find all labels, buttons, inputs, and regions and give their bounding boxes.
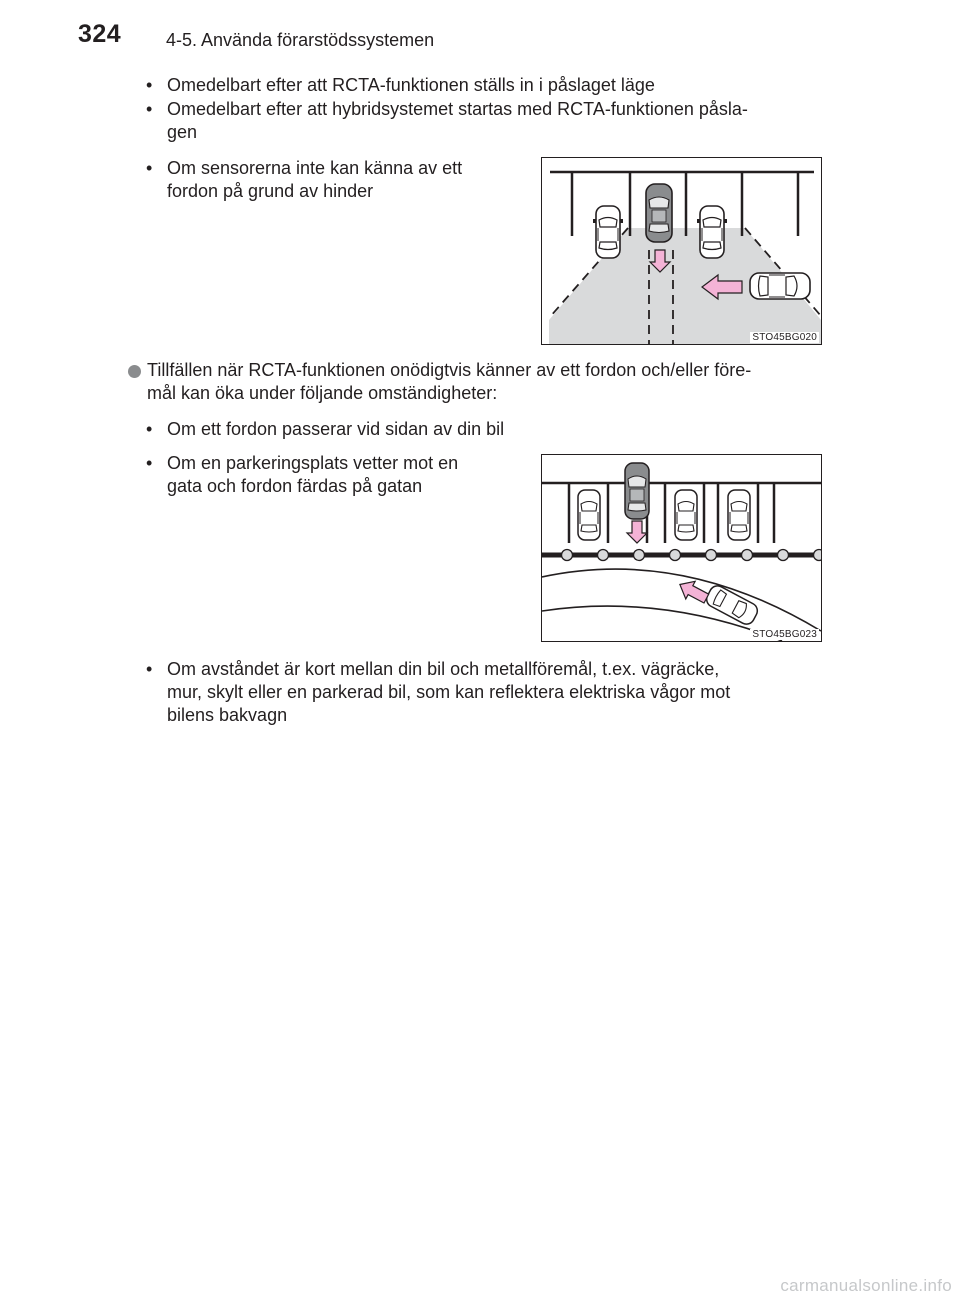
circle-item-line2: mål kan öka under följande omständigheter: (147, 383, 498, 403)
parking-sensor-obstruction-figure (541, 157, 822, 345)
bullet-glyph: • (146, 419, 153, 439)
section-title: 4-5. Använda förarstödssystemen (166, 30, 435, 50)
bullet-text-2-line1: Omedelbart efter att hybridsystemet startas med RCTA-funktionen påsla- (167, 99, 748, 119)
bullet-text-3-line1: Om sensorerna inte kan känna av ett (167, 158, 463, 178)
page-number: 324 (78, 20, 122, 48)
bullet-glyph: • (146, 75, 153, 95)
bullet-text-4: Om ett fordon passerar vid sidan av din bil (167, 419, 505, 439)
bullet-text-5-line2: gata och fordon färdas på gatan (167, 476, 423, 496)
watermark: carmanualsonline.info (780, 1276, 952, 1295)
bullet-text-6-line3: bilens bakvagn (167, 705, 288, 725)
figure-code-1: STO45BG020 (752, 332, 817, 343)
bullet-text-2-line2: gen (167, 122, 198, 142)
bullet-text-6-line1: Om avståndet är kort mellan din bil och metallföremål, t.ex. vägräcke, (167, 659, 720, 679)
circle-item-line1: Tillfällen när RCTA-funktionen onödigtvis känner av ett fordon och/eller före- (147, 360, 752, 380)
bullet-glyph: • (146, 158, 153, 178)
bullet-glyph: • (146, 659, 153, 679)
bullet-text-3-line2: fordon på grund av hinder (167, 181, 374, 201)
bullet-text-1: Omedelbart efter att RCTA-funktionen ställs in i påslaget läge (167, 75, 655, 95)
figure-code-2: STO45BG023 (752, 629, 817, 640)
street-facing-parking-figure (541, 454, 822, 642)
circle-bullet-icon (128, 365, 141, 378)
bullet-text-6-line2: mur, skylt eller en parkerad bil, som kan reflektera elektriska vågor mot (167, 682, 731, 702)
parking-diagram-1 (542, 158, 821, 344)
parking-diagram-2 (542, 455, 821, 641)
bullet-text-5-line1: Om en parkeringsplats vetter mot en (167, 453, 459, 473)
bullet-glyph: • (146, 99, 153, 119)
bullet-glyph: • (146, 453, 153, 473)
